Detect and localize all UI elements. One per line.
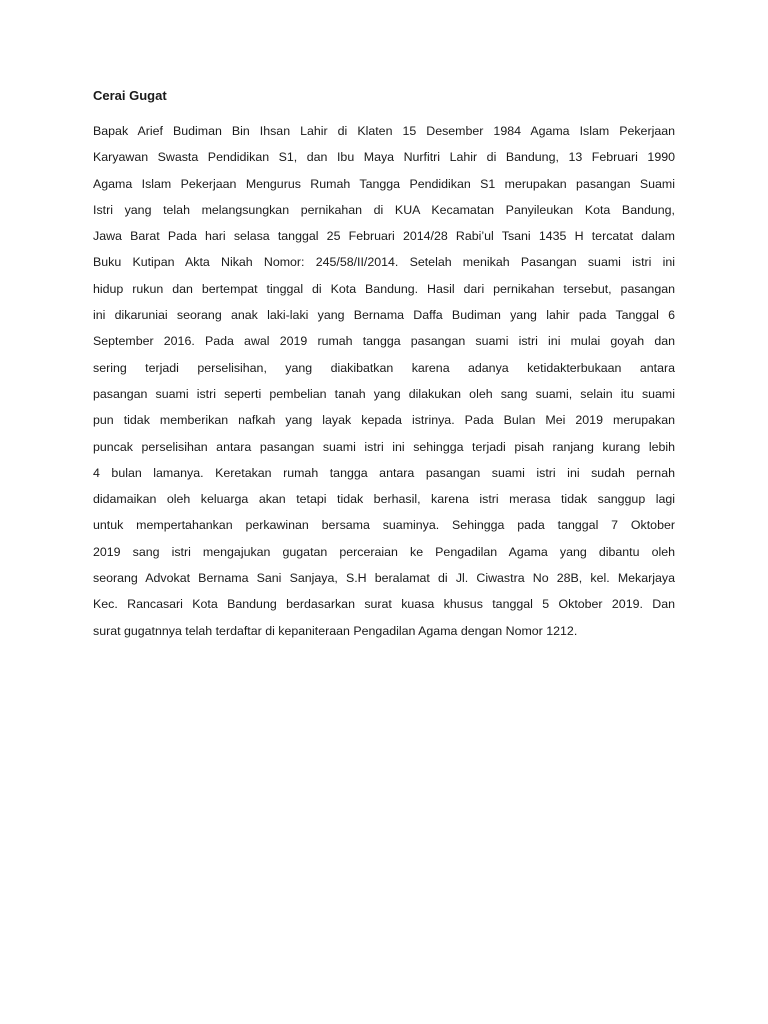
- body-line: sering terjadi perselisihan, yang diakibatkan karena adanya ketidakterbukaan antara: [93, 360, 675, 375]
- body-line: 2019 sang istri mengajukan gugatan perceraian ke Pengadilan Agama yang dibantu oleh: [93, 544, 675, 559]
- body-line: September 2016. Pada awal 2019 rumah tangga pasangan suami istri ini mulai goyah dan: [93, 334, 675, 349]
- body-line: Jawa Barat Pada hari selasa tanggal 25 Februari 2014/28 Rabi’ul Tsani 1435 H tercatat dalam: [93, 229, 675, 244]
- body-line: didamaikan oleh keluarga akan tetapi tidak berhasil, karena istri merasa tidak sanggup lagi: [93, 492, 675, 507]
- body-line: Bapak Arief Budiman Bin Ihsan Lahir di Klaten 15 Desember 1984 Agama Islam Pekerjaan: [93, 124, 675, 138]
- body-line: Kec. Rancasari Kota Bandung berdasarkan surat kuasa khusus tanggal 5 Oktober 2019. Dan: [93, 597, 675, 612]
- body-line: ini dikaruniai seorang anak laki-laki yang Bernama Daffa Budiman yang lahir pada Tanggal 6: [93, 308, 675, 323]
- document-body: [93, 118, 675, 644]
- body-line: surat gugatnnya telah terdaftar di kepaniteraan Pengadilan Agama dengan Nomor 1212.: [93, 623, 578, 638]
- body-line: Karyawan Swasta Pendidikan S1, dan Ibu Maya Nurfitri Lahir di Bandung, 13 Februari 1990: [93, 150, 675, 165]
- body-line: pun tidak memberikan nafkah yang layak kepada istrinya. Pada Bulan Mei 2019 merupakan: [93, 413, 675, 428]
- document-title: Cerai Gugat: [93, 88, 167, 103]
- body-line: 4 bulan lamanya. Keretakan rumah tangga antara pasangan suami istri ini sudah pernah: [93, 465, 675, 480]
- body-line: Istri yang telah melangsungkan pernikahan di KUA Kecamatan Panyileukan Kota Bandung,: [93, 202, 675, 217]
- body-line: puncak perselisihan antara pasangan suami istri ini sehingga terjadi pisah ranjang kurang lebih: [93, 439, 675, 454]
- document-content: [93, 86, 675, 644]
- body-line: untuk mempertahankan perkawinan bersama suaminya. Sehingga pada tanggal 7 Oktober: [93, 518, 675, 533]
- body-line: Buku Kutipan Akta Nikah Nomor: 245/58/II/2014. Setelah menikah Pasangan suami istri ini: [93, 255, 675, 270]
- body-line: seorang Advokat Bernama Sani Sanjaya, S.H beralamat di Jl. Ciwastra No 28B, kel. Mekarjaya: [93, 571, 675, 586]
- body-line: hidup rukun dan bertempat tinggal di Kota Bandung. Hasil dari pernikahan tersebut, pasangan: [93, 281, 675, 296]
- body-line: Agama Islam Pekerjaan Mengurus Rumah Tangga Pendidikan S1 merupakan pasangan Suami: [93, 176, 675, 191]
- body-line: pasangan suami istri seperti pembelian tanah yang dilakukan oleh sang suami, selain itu suami: [93, 386, 675, 401]
